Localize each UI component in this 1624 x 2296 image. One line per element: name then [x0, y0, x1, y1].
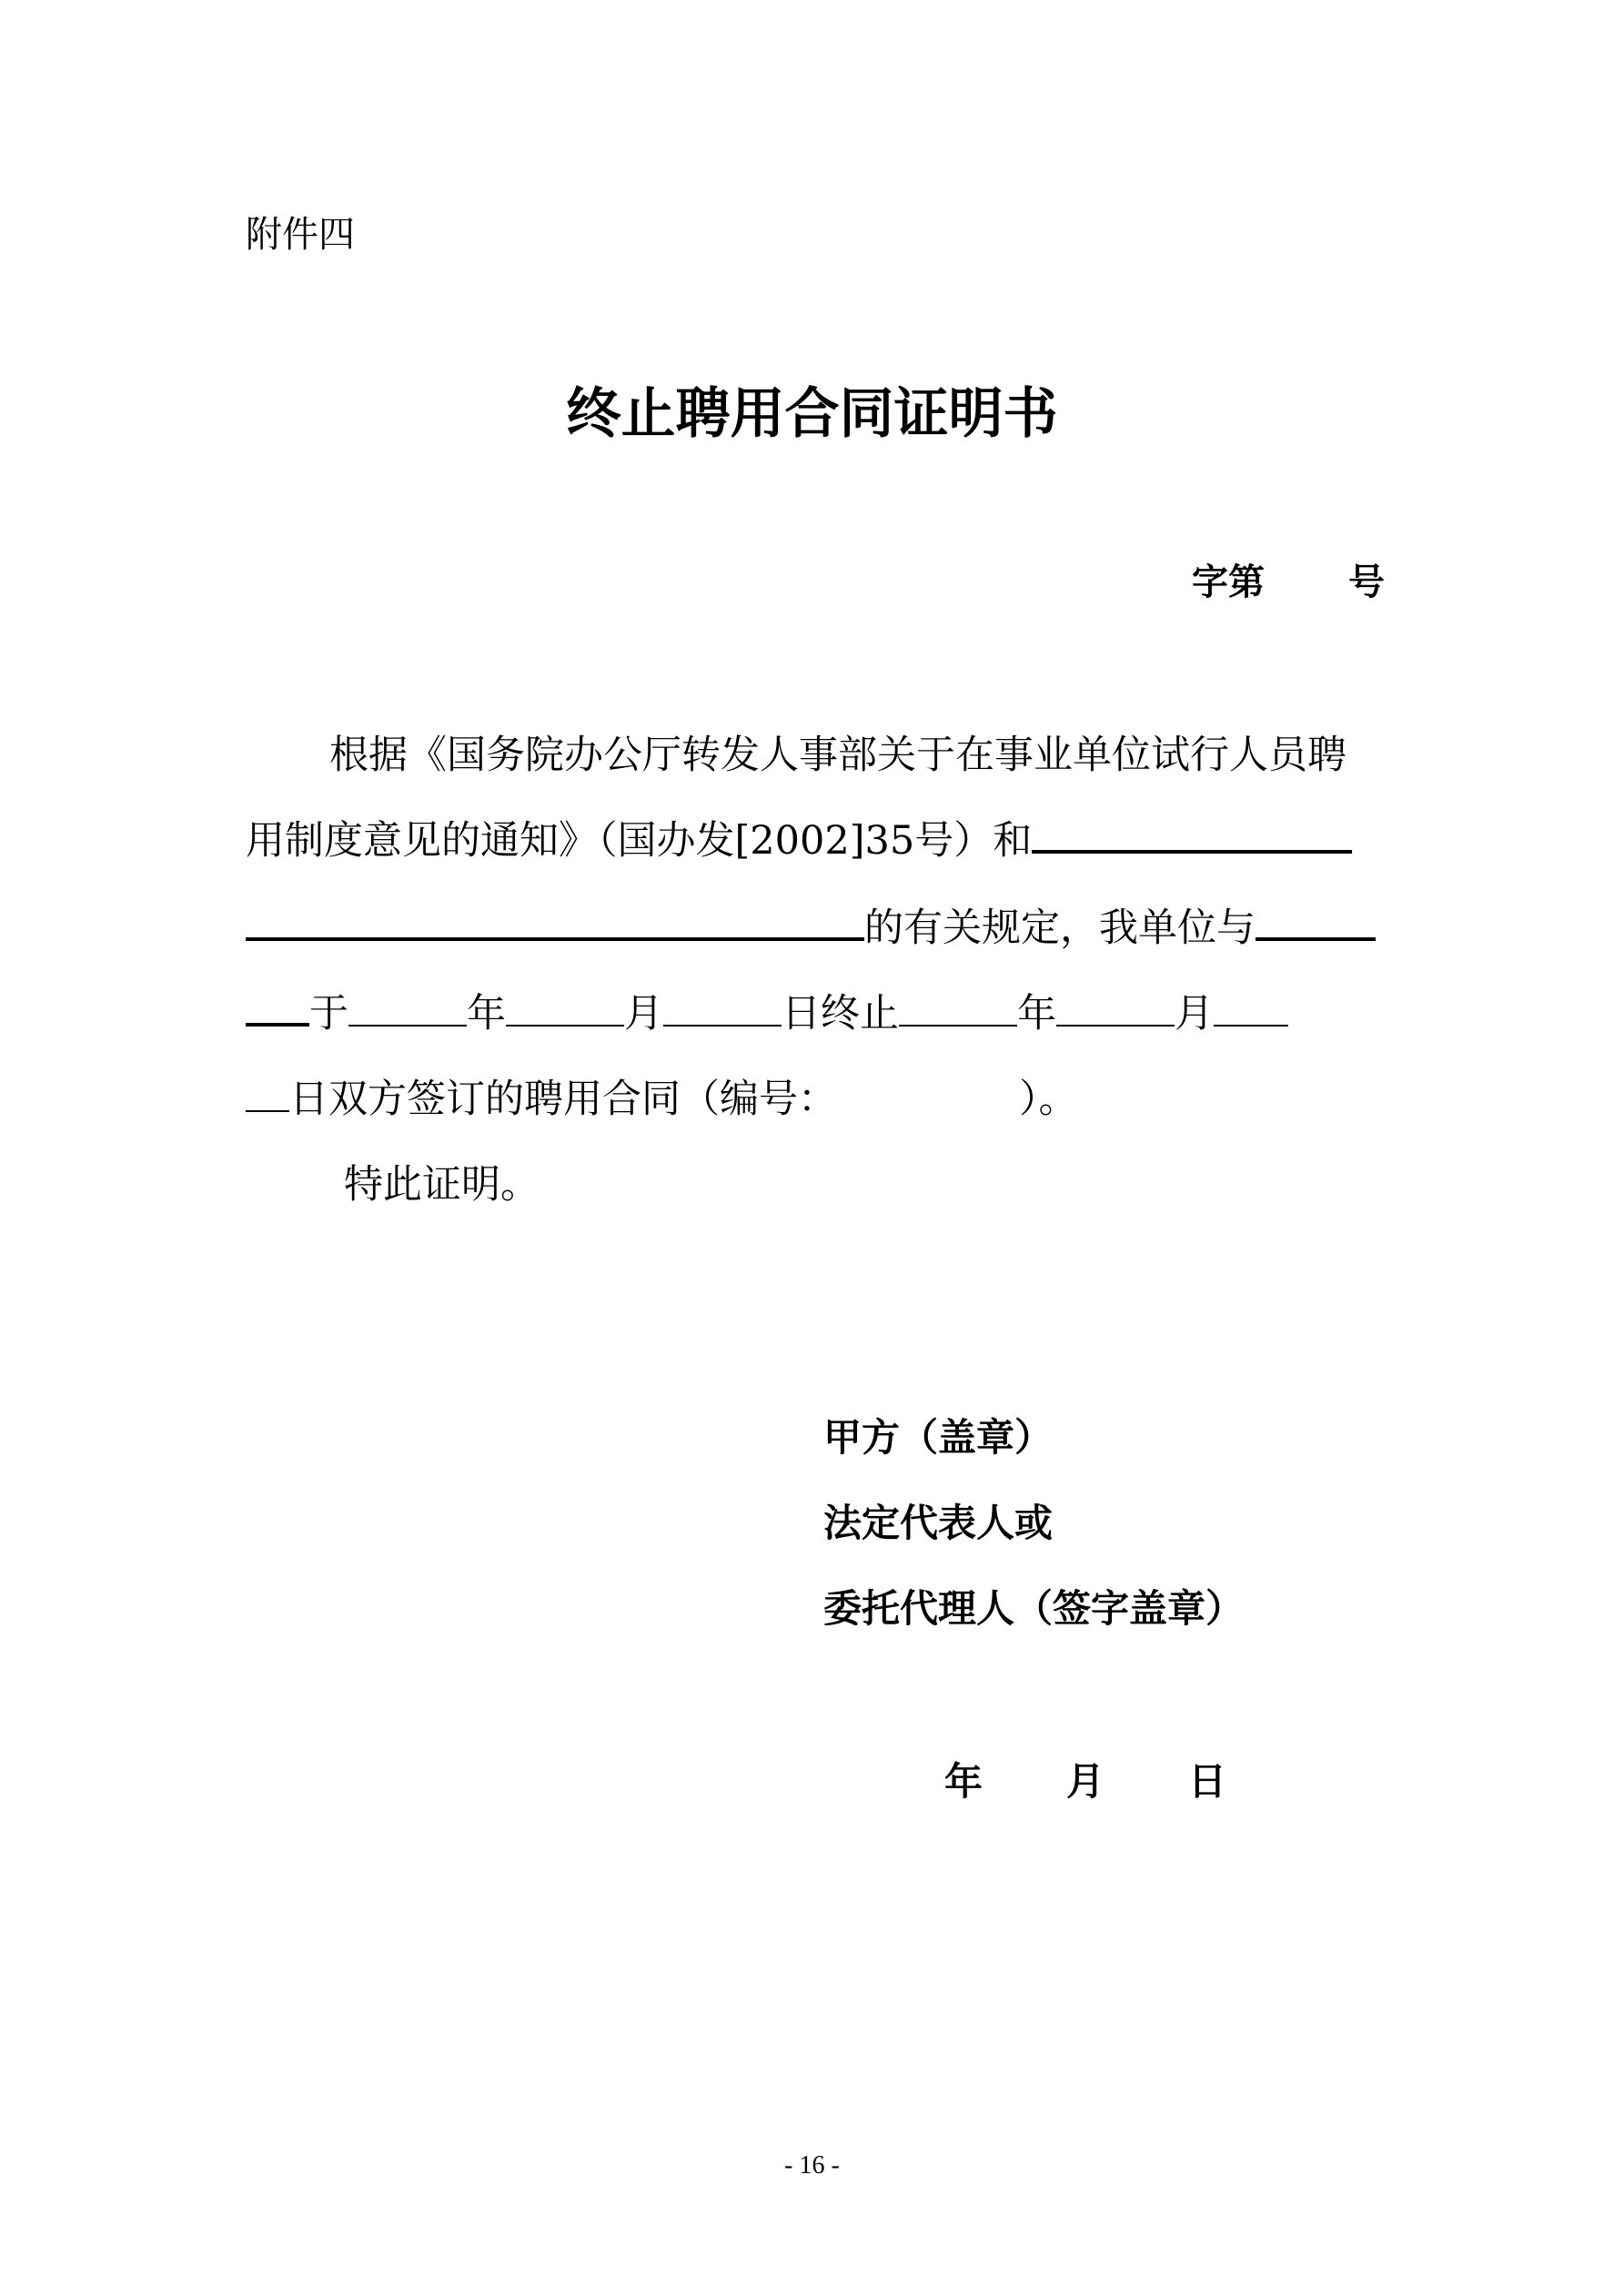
body-text: 用制度意见的通知》（国办发[2002]35号）和 [246, 818, 1033, 864]
body-text: 年 [1017, 991, 1056, 1037]
terminate-month-blank[interactable] [506, 988, 624, 1027]
document-number-suffix: 号 [1348, 561, 1385, 603]
attachment-label: 附件四 [246, 214, 355, 256]
body-text: 日双方签订的聘用合同（编号： [289, 1077, 837, 1122]
body-text: 月 [1175, 991, 1214, 1037]
sign-day-blank-1[interactable] [1214, 988, 1288, 1027]
body-line-4 [246, 986, 1288, 1041]
body-text: 于 [309, 991, 348, 1037]
terminate-day-blank[interactable] [663, 988, 782, 1027]
regulation-blank-2[interactable] [246, 901, 864, 941]
body-line-1 [329, 728, 1347, 783]
body-text: 月 [624, 991, 663, 1037]
closing-text: 特此证明。 [344, 1162, 540, 1208]
signature-date [944, 1755, 1226, 1809]
date-month-label: 月 [1066, 1759, 1105, 1804]
body-text: 日终止 [782, 991, 899, 1037]
page-number: - 16 - [784, 2151, 840, 2180]
employee-blank-1[interactable] [1256, 901, 1376, 941]
body-line-5 [246, 1072, 1078, 1127]
date-year-label: 年 [944, 1759, 983, 1804]
body-text: 的有关规定，我单位与 [864, 905, 1256, 951]
body-line-2 [246, 814, 1352, 868]
party-a-seal-label: 甲方（盖章） [823, 1415, 1054, 1460]
sign-year-blank[interactable] [899, 988, 1017, 1027]
sign-day-blank-2[interactable] [246, 1074, 289, 1112]
body-text: ）。 [1019, 1077, 1078, 1122]
document-title: 终止聘用合同证明书 [566, 382, 1058, 446]
regulation-blank-1[interactable] [1032, 814, 1352, 854]
sign-month-blank[interactable] [1056, 988, 1175, 1027]
document-number-prefix: 字第 [1192, 561, 1265, 603]
date-day-label: 日 [1188, 1759, 1227, 1804]
body-line-3 [246, 901, 1376, 956]
terminate-year-blank[interactable] [348, 988, 467, 1027]
legal-representative-label: 法定代表人或 [823, 1501, 1054, 1545]
body-text: 年 [467, 991, 506, 1037]
employee-blank-2[interactable] [246, 986, 309, 1027]
document-number [1192, 555, 1385, 610]
agent-signature-label: 委托代理人（签字盖章） [823, 1586, 1245, 1631]
body-text: 根据《国务院办公厅转发人事部关于在事业单位试行人员聘 [329, 733, 1347, 778]
